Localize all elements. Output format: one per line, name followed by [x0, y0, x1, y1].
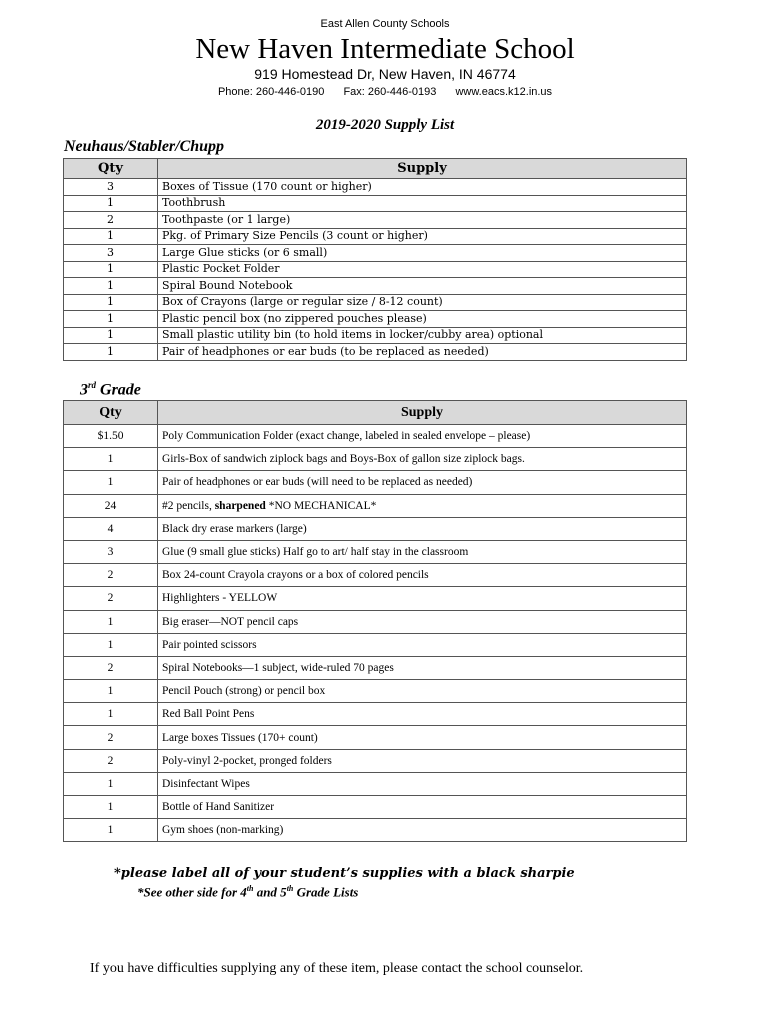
table-row	[64, 228, 687, 245]
table-row	[64, 179, 687, 196]
qty-header: Qty	[64, 401, 158, 425]
qty-cell: 1	[64, 195, 158, 212]
table-row	[64, 772, 687, 795]
supply-cell: Large boxes Tissues (170+ count)	[158, 726, 687, 749]
qty-cell: 1	[64, 703, 158, 726]
qty-cell: 2	[64, 212, 158, 229]
qty-cell: 1	[64, 448, 158, 471]
qty-cell: 2	[64, 587, 158, 610]
table-row	[64, 656, 687, 679]
supply-cell: Glue (9 small glue sticks) Half go to art/ half stay in the classroom	[158, 540, 687, 563]
table-row	[64, 344, 687, 361]
table-row	[64, 633, 687, 656]
table-row	[64, 749, 687, 772]
supply-cell: Red Ball Point Pens	[158, 703, 687, 726]
table-row	[64, 294, 687, 311]
supply-cell: Boxes of Tissue (170 count or higher)	[158, 179, 687, 196]
qty-cell: 1	[64, 610, 158, 633]
qty-cell: $1.50	[64, 425, 158, 448]
supply-cell: Plastic pencil box (no zippered pouches please)	[158, 311, 687, 328]
supply-cell: #2 pencils, sharpened *NO MECHANICAL*	[158, 494, 687, 517]
supply-cell: Poly-vinyl 2-pocket, pronged folders	[158, 749, 687, 772]
qty-cell: 24	[64, 494, 158, 517]
supply-cell: Large Glue sticks (or 6 small)	[158, 245, 687, 262]
supply-cell: Box of Crayons (large or regular size / 8-12 count)	[158, 294, 687, 311]
table-header-row	[64, 159, 687, 179]
supply-list-title: 2019-2020 Supply List	[315, 117, 455, 133]
table-row	[64, 245, 687, 262]
section2-title: 3rd Grade	[80, 380, 141, 399]
table-row	[64, 819, 687, 842]
table-row	[64, 471, 687, 494]
supply-cell: Pair of headphones or ear buds (to be replaced as needed)	[158, 344, 687, 361]
table-row	[64, 311, 687, 328]
table-row	[64, 212, 687, 229]
supply-cell: Pair pointed scissors	[158, 633, 687, 656]
supply-cell: Pair of headphones or ear buds (will need to be replaced as needed)	[158, 471, 687, 494]
supply-cell: Girls-Box of sandwich ziplock bags and Boys-Box of gallon size ziplock bags.	[158, 448, 687, 471]
qty-cell: 2	[64, 749, 158, 772]
qty-cell: 1	[64, 796, 158, 819]
school-address: 919 Homestead Dr, New Haven, IN 46774	[254, 66, 516, 82]
supply-cell: Box 24-count Crayola crayons or a box of colored pencils	[158, 564, 687, 587]
counselor-footer: If you have difficulties supplying any of these item, please contact the school counselor.	[90, 961, 584, 976]
supply-cell: Pencil Pouch (strong) or pencil box	[158, 680, 687, 703]
supply-cell: Highlighters - YELLOW	[158, 587, 687, 610]
supply-cell: Disinfectant Wipes	[158, 772, 687, 795]
qty-cell: 1	[64, 261, 158, 278]
supply-cell: Pkg. of Primary Size Pencils (3 count or higher)	[158, 228, 687, 245]
supply-cell: Spiral Bound Notebook	[158, 278, 687, 295]
qty-cell: 1	[64, 633, 158, 656]
supply-header: Supply	[158, 401, 687, 425]
qty-cell: 1	[64, 819, 158, 842]
qty-cell: 2	[64, 656, 158, 679]
table-row	[64, 327, 687, 344]
qty-cell: 1	[64, 228, 158, 245]
qty-cell: 2	[64, 564, 158, 587]
website-link[interactable]: www.eacs.k12.in.us	[455, 86, 553, 98]
table-row	[64, 703, 687, 726]
table-row	[64, 261, 687, 278]
section2-table	[63, 400, 687, 842]
supply-cell: Toothbrush	[158, 195, 687, 212]
label-note: *please label all of your student’s supplies with a black sharpie	[114, 866, 575, 881]
table-row	[64, 494, 687, 517]
qty-cell: 1	[64, 278, 158, 295]
qty-cell: 3	[64, 179, 158, 196]
section1-title: Neuhaus/Stabler/Chupp	[64, 138, 225, 155]
table-header-row	[64, 401, 687, 425]
supply-cell: Big eraser—NOT pencil caps	[158, 610, 687, 633]
table-row	[64, 278, 687, 295]
supply-cell: Small plastic utility bin (to hold items in locker/cubby area) optional	[158, 327, 687, 344]
qty-cell: 1	[64, 471, 158, 494]
qty-cell: 1	[64, 680, 158, 703]
qty-cell: 3	[64, 540, 158, 563]
supply-header: Supply	[158, 159, 687, 179]
qty-cell: 4	[64, 517, 158, 540]
table-row	[64, 564, 687, 587]
district-name: East Allen County Schools	[320, 18, 450, 30]
section1-table	[63, 158, 687, 361]
phone-number: Phone: 260-446-0190	[217, 86, 325, 98]
see-other-side-note: *See other side for 4th and 5th Grade Lists	[137, 884, 359, 900]
table-row	[64, 517, 687, 540]
table-row	[64, 796, 687, 819]
supply-cell: Plastic Pocket Folder	[158, 261, 687, 278]
table-row	[64, 425, 687, 448]
supply-cell: Black dry erase markers (large)	[158, 517, 687, 540]
qty-cell: 1	[64, 772, 158, 795]
qty-cell: 1	[64, 294, 158, 311]
qty-header: Qty	[64, 159, 158, 179]
school-name: New Haven Intermediate School	[195, 33, 575, 65]
table-row	[64, 540, 687, 563]
qty-cell: 1	[64, 327, 158, 344]
table-row	[64, 726, 687, 749]
supply-cell: Spiral Notebooks—1 subject, wide-ruled 70 pages	[158, 656, 687, 679]
supply-cell: Bottle of Hand Sanitizer	[158, 796, 687, 819]
qty-cell: 1	[64, 311, 158, 328]
table-row	[64, 448, 687, 471]
supply-cell: Toothpaste (or 1 large)	[158, 212, 687, 229]
table-row	[64, 587, 687, 610]
fax-number: Fax: 260-446-0193	[343, 86, 437, 98]
qty-cell: 3	[64, 245, 158, 262]
contact-line	[0, 86, 770, 98]
supply-cell: Poly Communication Folder (exact change, labeled in sealed envelope – please)	[158, 425, 687, 448]
supply-cell: Gym shoes (non-marking)	[158, 819, 687, 842]
table-row	[64, 680, 687, 703]
table-row	[64, 610, 687, 633]
qty-cell: 1	[64, 344, 158, 361]
table-row	[64, 195, 687, 212]
qty-cell: 2	[64, 726, 158, 749]
